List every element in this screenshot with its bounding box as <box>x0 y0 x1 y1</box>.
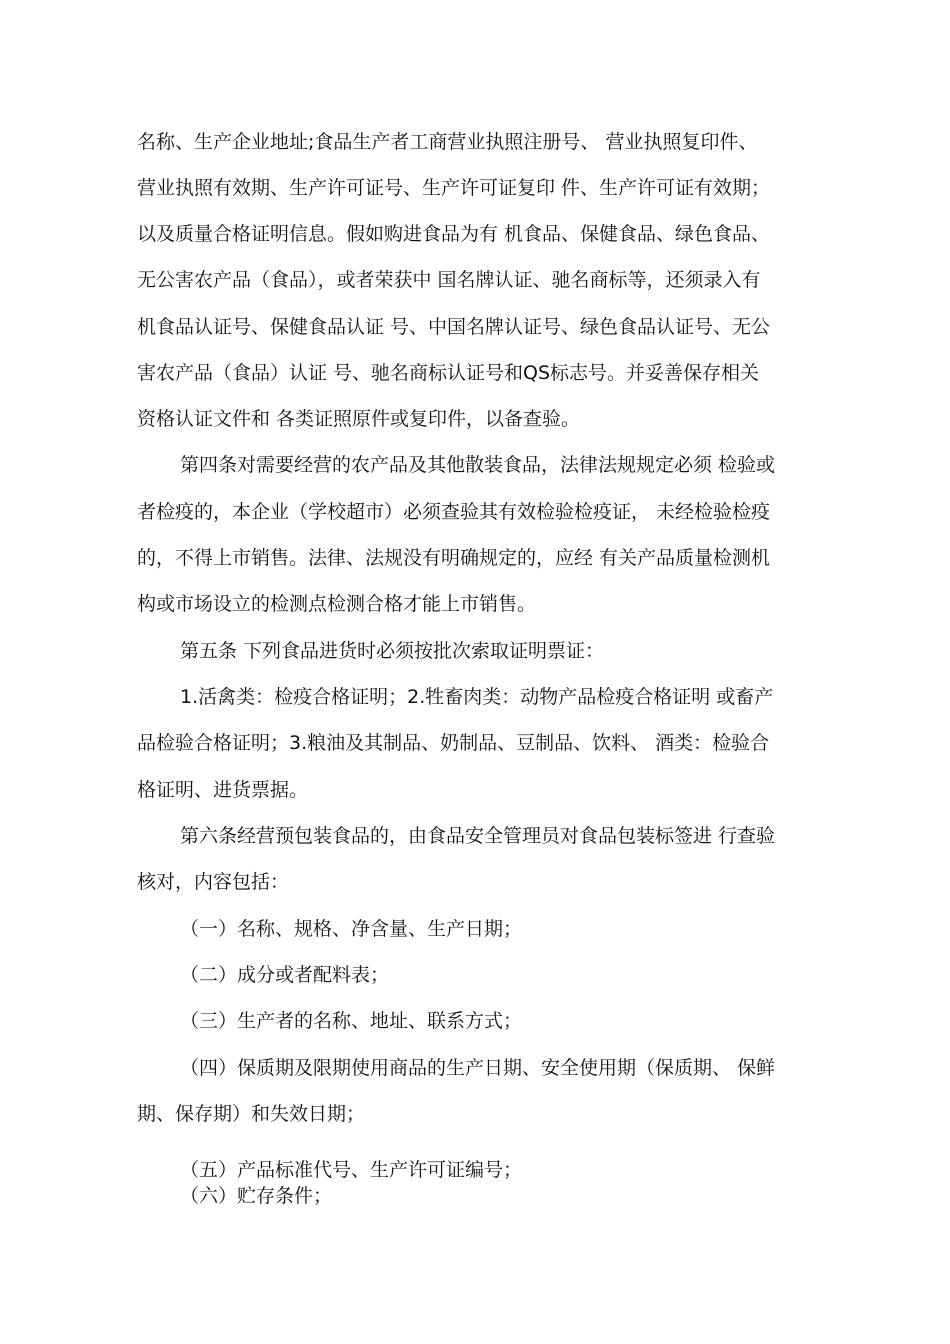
text-line: （二）成分或者配料表； <box>180 964 390 986</box>
text-line: （六）贮存条件； <box>180 1185 333 1207</box>
text-line: 格证明、进货票据。 <box>137 779 309 801</box>
text-line: 的，不得上市销售。法律、法规没有明确规定的，应经 有关产品质量检测机 <box>137 547 771 569</box>
text-line: 资格认证文件和 各类证照原件或复印件，以备查验。 <box>137 408 581 430</box>
text-line: 无公害农产品（食品），或者荣获中 国名牌认证、驰名商标等，还须录入有 <box>137 269 761 291</box>
text-line: 者检疫的，本企业（学校超市）必须查验其有效检验检疫证， 未经检验检疫 <box>137 501 771 523</box>
text-line: 期、保存期）和失效日期； <box>137 1103 366 1125</box>
text-line: 第五条 下列食品进货时必须按批次索取证明票证： <box>180 640 605 662</box>
text-line: 害农产品（食品）认证 号、驰名商标认证号和QS标志号。并妥善保存相关 <box>137 362 760 384</box>
text-line: （三）生产者的名称、地址、联系方式； <box>180 1010 523 1032</box>
text-line: 第四条对需要经营的农产品及其他散装食品，法律法规规定必须 检验或 <box>180 454 776 476</box>
text-line: 营业执照有效期、生产许可证号、生产许可证复印 件、生产许可证有效期； <box>137 177 771 199</box>
text-line: 机食品认证号、保健食品认证 号、中国名牌认证号、绿色食品认证号、无公 <box>137 316 771 338</box>
text-line: 构或市场设立的检测点检测合格才能上市销售。 <box>137 593 537 615</box>
text-line: （四）保质期及限期使用商品的生产日期、安全使用期（保质期、 保鲜 <box>180 1057 776 1079</box>
text-line: 核对，内容包括： <box>137 871 290 893</box>
text-line: 品检验合格证明；3.粮油及其制品、奶制品、豆制品、饮料、 酒类：检验合 <box>137 732 770 754</box>
text-line: （一）名称、规格、净含量、生产日期； <box>180 918 523 940</box>
text-line: 1.活禽类：检疫合格证明；2.牲畜肉类：动物产品检疫合格证明 或畜产 <box>180 686 774 708</box>
text-line: 名称、生产企业地址;食品生产者工商营业执照注册号、 营业执照复印件、 <box>137 131 758 153</box>
text-line: （五）产品标准代号、生产许可证编号； <box>180 1159 523 1181</box>
text-line: 以及质量合格证明信息。假如购进食品为有 机食品、保健食品、绿色食品、 <box>137 223 771 245</box>
text-line: 第六条经营预包装食品的，由食品安全管理员对食品包装标签进 行查验 <box>180 825 776 847</box>
